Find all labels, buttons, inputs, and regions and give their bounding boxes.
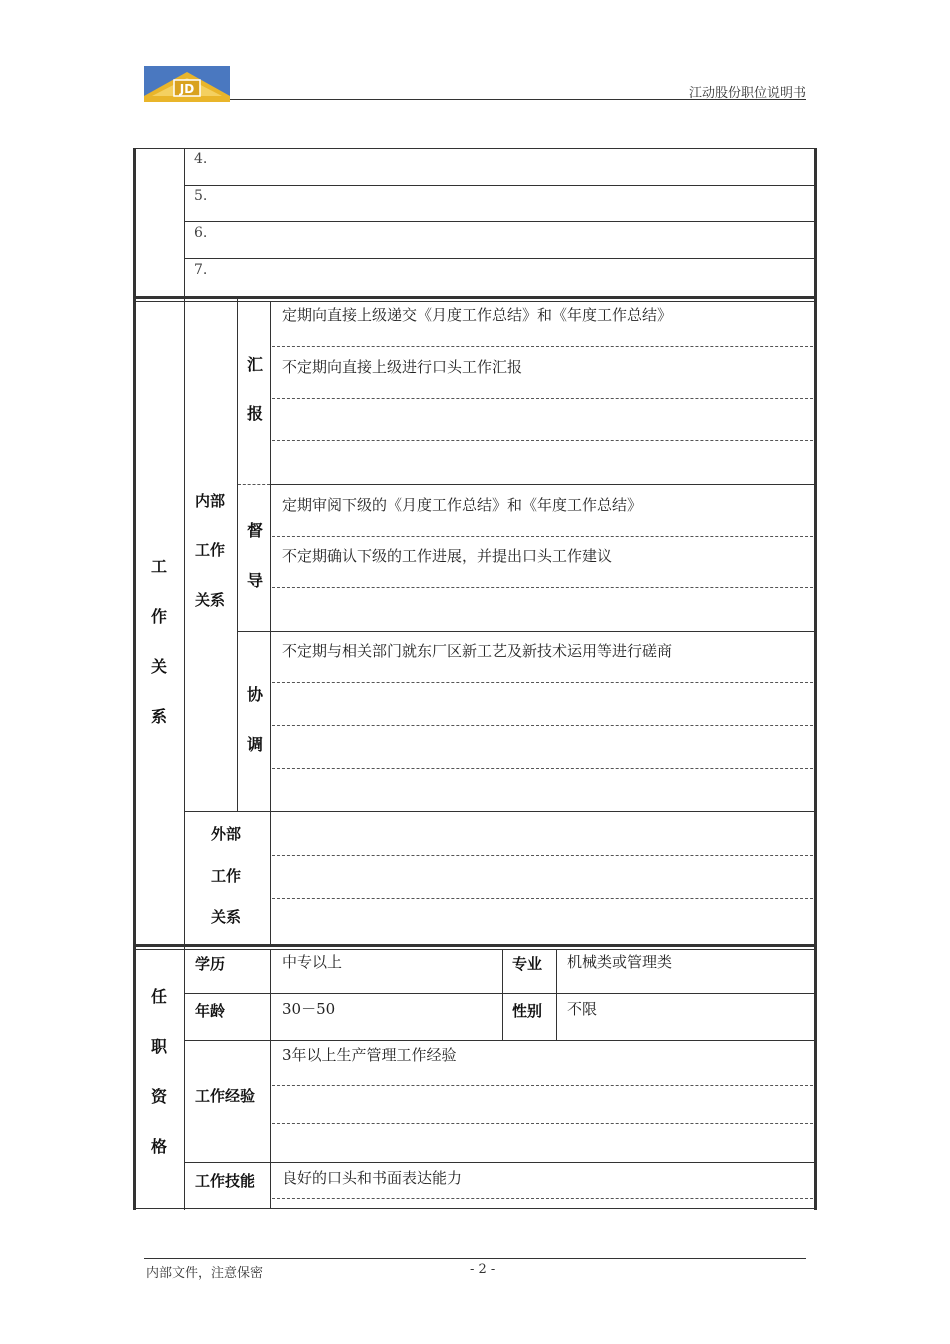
internal-label-1: 内部 [195, 492, 226, 510]
company-logo [144, 66, 230, 102]
coordinate-label-2: 调 [246, 735, 263, 754]
table-top-border [133, 148, 817, 149]
external-label-2: 工作 [211, 867, 242, 885]
col-divider-1 [184, 148, 185, 1210]
internal-label-2: 工作 [195, 541, 226, 559]
section-label-work-relations-1: 工 [150, 557, 167, 576]
section-label-qualifications-4: 格 [150, 1137, 167, 1156]
table-bottom-border [133, 1208, 817, 1209]
gender-value: 不限 [567, 1000, 598, 1018]
page-number: - 2 - [470, 1262, 496, 1277]
table-left-border [133, 148, 136, 1210]
report-line-1: 定期向直接上级递交《月度工作总结》和《年度工作总结》 [282, 306, 673, 324]
table-right-border [814, 148, 817, 1210]
supervise-label-1: 督 [246, 521, 263, 540]
section-label-qualifications-3: 资 [150, 1087, 167, 1106]
supervise-line-2: 不定期确认下级的工作进展，并提出口头工作建议 [282, 547, 613, 565]
section-label-qualifications-2: 职 [150, 1037, 167, 1056]
education-label: 学历 [195, 955, 226, 973]
skills-value: 良好的口头和书面表达能力 [282, 1169, 463, 1187]
section-label-work-relations-2: 作 [150, 607, 167, 626]
gender-label: 性别 [512, 1002, 543, 1020]
experience-value: 3年以上生产管理工作经验 [282, 1046, 457, 1064]
document-title: 江动股份职位说明书 [688, 86, 806, 101]
external-label-3: 关系 [211, 908, 242, 926]
coordinate-label-1: 协 [246, 685, 263, 704]
supervise-label-2: 导 [246, 571, 263, 590]
age-value: 30－50 [282, 1000, 336, 1018]
internal-label-3: 关系 [195, 591, 226, 609]
report-label-1: 汇 [246, 355, 263, 374]
report-label-2: 报 [246, 404, 263, 423]
coordinate-line-1: 不定期与相关部门就东厂区新工艺及新技术运用等进行磋商 [282, 642, 673, 660]
section-divider-1 [133, 296, 817, 299]
age-label: 年龄 [195, 1002, 226, 1020]
major-value: 机械类或管理类 [567, 953, 673, 971]
logo-text: JD [179, 82, 195, 96]
experience-label: 工作经验 [195, 1087, 256, 1105]
report-line-2: 不定期向直接上级进行口头工作汇报 [282, 358, 523, 376]
supervise-line-1: 定期审阅下级的《月度工作总结》和《年度工作总结》 [282, 496, 643, 514]
section-label-work-relations-3: 关 [150, 657, 167, 676]
duty-item-5: 5. [194, 188, 208, 204]
section-label-qualifications-1: 任 [150, 987, 167, 1006]
section-divider-2 [133, 944, 817, 947]
footer-rule [144, 1258, 806, 1259]
major-label: 专业 [512, 955, 543, 973]
external-label-1: 外部 [211, 825, 242, 843]
skills-label: 工作技能 [195, 1172, 256, 1190]
duty-item-4: 4. [194, 151, 208, 167]
logo-graphic [144, 66, 230, 102]
duty-item-6: 6. [194, 225, 208, 241]
education-value: 中专以上 [282, 953, 343, 971]
footer-confidential-note: 内部文件，注意保密 [146, 1266, 264, 1281]
section-label-work-relations-4: 系 [150, 707, 167, 726]
header-rule [230, 99, 806, 100]
duty-item-7: 7. [194, 262, 208, 278]
